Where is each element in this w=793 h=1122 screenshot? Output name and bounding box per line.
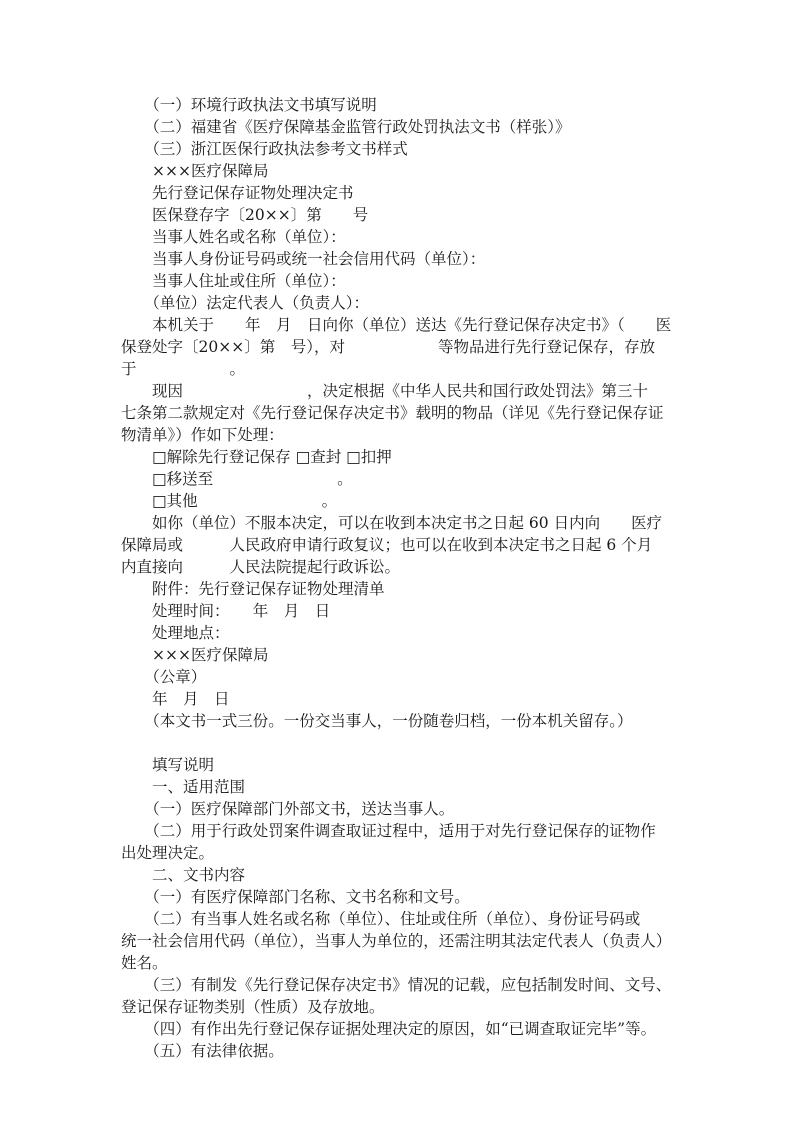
text-line: 保障局或 人民政府申请行政复议；也可以在收到本决定书之日起 6 个月 (121, 536, 653, 554)
text-line: 当事人身份证号码或统一社会信用代码（单位）： (121, 250, 486, 268)
text-line: （五）有法律依据。 (121, 1042, 284, 1060)
text-line: （三）有制发《先行登记保存决定书》情况的记载，应包括制发时间、文号、 (121, 976, 672, 994)
copies-note: （本文书一式三份。一份交当事人，一份随卷归档，一份本机关留存。） (121, 712, 633, 730)
issuer-line: ×××医疗保障局 (121, 646, 269, 664)
text-line: （三）浙江医保行政执法参考文书样式 (121, 140, 408, 158)
text-line: 当事人姓名或名称（单位）： (121, 228, 346, 246)
text-line: （二）用于行政处罚案件调查取证过程中，适用于对先行登记保存的证物作 (121, 822, 656, 840)
checkbox-option-other: □其他 。 (121, 492, 338, 510)
text-line: 当事人住址或住所（单位）： (121, 272, 346, 290)
blank-line (121, 733, 681, 754)
document-number: 医保登存字〔20××〕第 号 (121, 206, 369, 224)
document-title: 先行登记保存证物处理决定书 (121, 184, 354, 202)
text-line: （一）医疗保障部门外部文书，送达当事人。 (121, 800, 455, 818)
text-line: （一）环境行政执法文书填写说明 (121, 96, 377, 114)
text-line: 七条第二款规定对《先行登记保存决定书》载明的物品（详见《先行登记保存证 (121, 404, 664, 422)
section-heading: 填写说明 (121, 756, 215, 774)
text-line: 一、适用范围 (121, 778, 246, 796)
checkbox-options-line: □解除先行登记保存 □查封 □扣押 (121, 448, 392, 466)
text-line: （单位）法定代表人（负责人）： (121, 294, 370, 312)
text-line: 统一社会信用代码（单位），当事人为单位的，还需注明其法定代表人（负责人） (121, 932, 672, 950)
text-line: 现因 ，决定根据《中华人民共和国行政处罚法》第三十 (121, 382, 649, 400)
text-line: ×××医疗保障局 (121, 162, 269, 180)
text-line: （二）福建省《医疗保障基金监管行政处罚执法文书（样张）》 (121, 118, 571, 136)
text-line: 保登处字〔20××〕第 号），对 等物品进行先行登记保存，存放 (121, 338, 655, 356)
text-line: 内直接向 人民法院提起行政诉讼。 (121, 558, 401, 576)
text-line: 物清单》）作如下处理： (121, 426, 284, 444)
text-line: （四）有作出先行登记保存证据处理决定的原因，如“已调查取证完毕”等。 (121, 1020, 657, 1038)
date-line: 年 月 日 (121, 690, 230, 708)
seal-line: （公章） (121, 668, 207, 686)
text-line: 二、文书内容 (121, 866, 246, 884)
attachment-line: 附件：先行登记保存证物处理清单 (121, 580, 385, 598)
text-line: 本机关于 年 月 日向你（单位）送达《先行登记保存决定书》（ 医 (121, 316, 672, 334)
text-line: 姓名。 (121, 954, 168, 972)
checkbox-option-transfer: □移送至 。 (121, 470, 353, 488)
text-line: 处理时间： 年 月 日 (121, 602, 331, 620)
text-line: （二）有当事人姓名或名称（单位）、住址或住所（单位）、身份证号码或 (121, 910, 641, 928)
text-line: 如你（单位）不服本决定，可以在收到本决定书之日起 60 日内向 医疗 (121, 514, 663, 532)
text-line: 出处理决定。 (121, 844, 215, 862)
text-line: 于 。 (121, 360, 246, 378)
text-line: 处理地点： (121, 624, 230, 642)
text-line: （一）有医疗保障部门名称、文书名称和文号。 (121, 888, 470, 906)
text-line: 登记保存证物类别（性质）及存放地。 (121, 998, 385, 1016)
